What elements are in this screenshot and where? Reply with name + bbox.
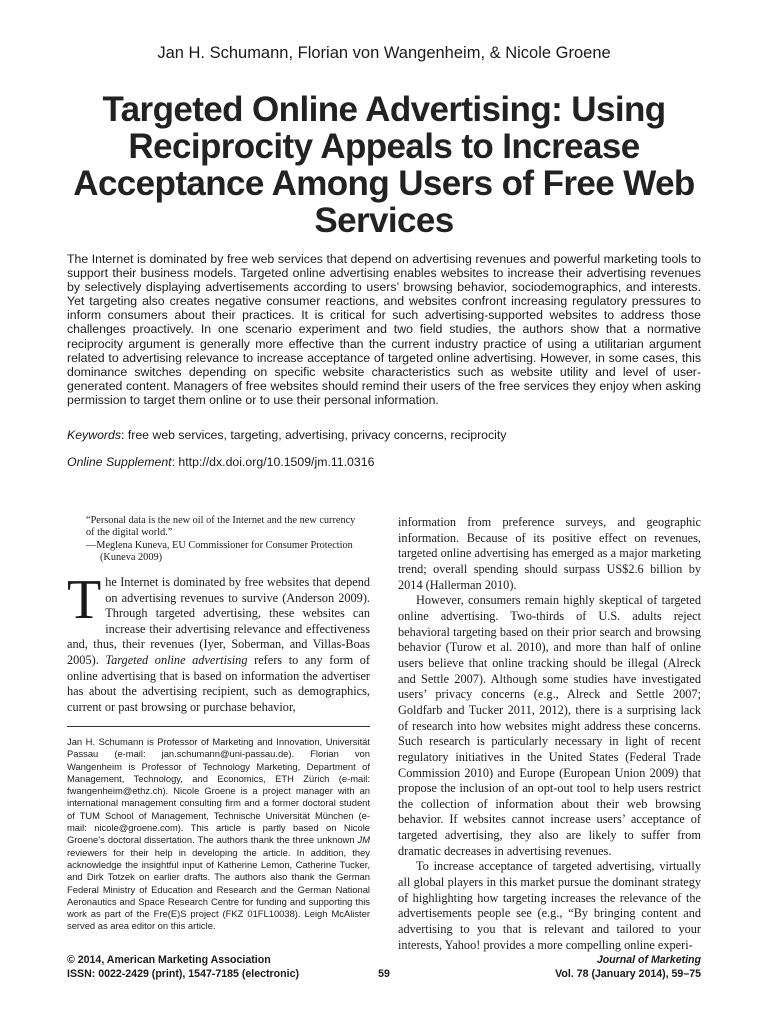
abstract: The Internet is dominated by free web services that depend on advertising revenues and powerful marketing tools to support their business models. Targeted online advertising enables websites to increase their advertising revenues by selectively displaying advertisements according to users’ browsing behavior, sociodemographics, and interests. Yet targeting also creates negative consumer reactions, and websites confront increasing regulatory pressures to inform consumers about their practices. It is critical for such advertising-supported websites to address those challenges proactively. In one scenario experiment and two field studies, the authors show that a normative reciprocity argument is generally more effective than the current industry practice of using a utilitarian argument related to advertising relevance to increase acceptance of targeted online advertising. However, in some cases, this dominance switches depending on specific website characteristics such as website utility and level of user-generated content. Managers of free websites should remind their users of the free services they enjoy when asking permission to target them online or to use their personal information. [67,252,701,407]
supplement-text: : http://dx.doi.org/10.1509/jm.11.0316 [171,455,375,469]
body-left-term: Targeted online advertising [105,652,248,667]
body-left-column [67,569,370,715]
body-paragraph: To increase acceptance of targeted advertising, virtually all global players in this market pursue the dominant strategy of highlighting how targeting increases the relevance of the advertisements people see (e.g., “By bringing content and advertising to you that is relevant and tailored to your interests, Yahoo! provides a more compelling online experi- [398,859,701,952]
body-paragraph: information from preference surveys, and geographic information. Because of its positive effect on revenues, targeted online advertising has emerged as a major marketing trend; overall spending should surpass US$2.6 billion by 2014 (Hallerman 2010). [398,515,701,592]
journal-name: Journal of Marketing [596,954,701,966]
supplement-label: Online Supplement [67,455,172,469]
body-right-column [398,515,701,953]
footer-right [555,953,701,981]
volume-info: Vol. 78 (January 2014), 59–75 [555,968,701,980]
online-supplement [67,455,701,469]
footnote-text-b: reviewers for their help in developing the article. In addition, they acknowledge the insightful input of Katherine Lemon, Catherine Tucker, and Dirk Totzek on earlier drafts. The authors also thank the German Federal Ministry of Education and Research and the German National Aeronautics and Space Research Centre for funding and supporting this work as part of the Fre(E)S project (FKZ 01FL10038). Leigh McAlister served as area editor on this article. [67,846,370,932]
author-list: Jan H. Schumann, Florian von Wangenheim, & Nicole Groene [157,44,611,62]
copyright: © 2014, American Marketing Association [67,954,271,966]
footnote-text-a: Jan H. Schumann is Professor of Marketing and Innovation, Universität Passau (e-mail: jan.schumann@uni-passau.de). Florian von Wangenheim is Professor of Technology Marketing, Department of Management, Technology, and Economics, ETH Zürich (e-mail: fwangenheim@ethz.ch). Nicole Groene is a project manager with an international management consulting firm and a former doctoral student of TUM School of Management, Technische Universität München (e-mail: nicole@groene.com). This article is partly based on Nicole Groene’s doctoral dissertation. The authors thank the three unknown [67,736,370,846]
footnote-divider [67,726,370,727]
drop-cap: T [67,569,102,631]
body-left-text-b: refers to any form of online advertising that is based on information the advertiser has about the advertising recipient, such as demographics, current or past browsing or purchase behavior, [67,652,370,714]
article-title: Targeted Online Advertising: Using Reciprocity Appeals to Increase Acceptance Among Users of Free Web Services [73,90,695,240]
issn: ISSN: 0022-2429 (print), 1547-7185 (electronic) [67,968,299,980]
author-footnote [67,736,370,933]
keywords-label: Keywords [67,428,121,442]
epigraph-quote: “Personal data is the new oil of the Internet and the new currency of the digital world.” [86,515,356,539]
keywords-text: : free web services, targeting, advertising, privacy concerns, reciprocity [121,428,507,442]
footnote-jm: JM [357,834,370,846]
keywords [67,428,701,442]
page-footer [67,953,701,987]
body-paragraph: However, consumers remain highly skeptical of targeted online advertising. Two-thirds of U.S. adults reject behavioral targeting based on their prior search and browsing behavior (Turow et al. 2010), and more than half of online users believe that online tracking should be illegal (Alreck and Settle 2007). Although some studies have investigated users’ privacy concerns (e.g., Alreck and Settle 2007; Goldfarb and Tucker 2011, 2012), there is a surprising lack of research into how websites might address these concerns. Such research is particularly necessary in light of recent regulatory initiatives in the United States (Federal Trade Commission 2010) and Europe (European Union 2009) that propose the inclusion of an opt-out tool to help users restrict the collection of information about their web browsing behavior. If websites cannot increase users’ acceptance of targeted advertising, they also are likely to suffer from dramatic decreases in advertising revenues. [398,593,701,858]
body-left-text-a: he Internet is dominated by free websites that depend on advertising revenues to survive (Anderson 2009). Through targeted advertising, these websites can increase their advertising relevance and effectiveness and, thus, their revenues (Iyer, Soberman, and Villas-Boas 2005). [67,575,370,667]
epigraph-attribution: —Meglena Kuneva, EU Commissioner for Consumer Protection (Kuneva 2009) [86,539,353,564]
page-number: 59 [378,968,390,980]
epigraph [86,515,364,565]
